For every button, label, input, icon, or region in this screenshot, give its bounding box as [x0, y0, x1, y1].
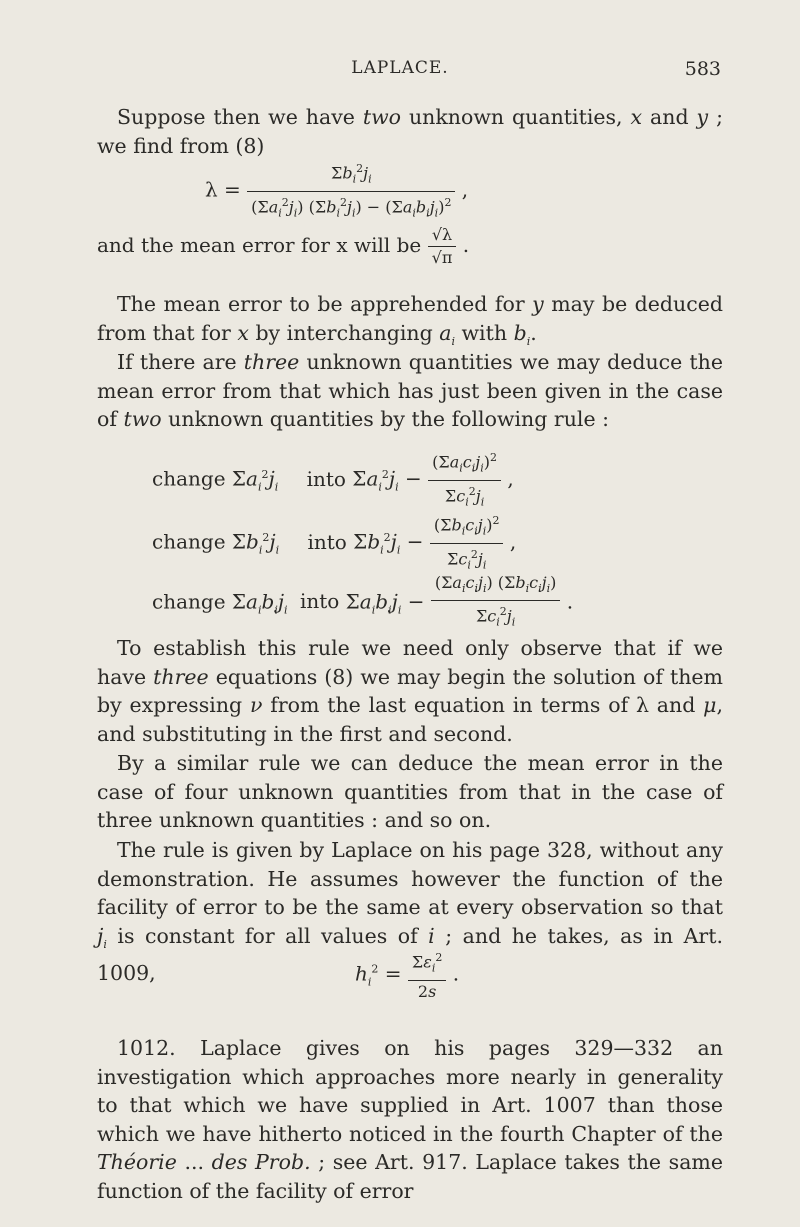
page-number: 583 — [684, 58, 721, 80]
running-title: LAPLACE. — [351, 58, 449, 78]
running-header — [0, 58, 800, 82]
lambda-formula: λ = $\frac{\Sigma b_i^2j_i}{(\Sigma a_i^2j_i) (\Sigma b_i^2j_i) - (\Sigma a_ib_ij_i)^2}$ , — [205, 158, 468, 224]
paragraph-1: Suppose then we have two unknown quantities, x and y ; we find from (8) — [97, 105, 723, 158]
paragraph-6: By a similar rule we can deduce the mean error in the case of four unknown quantities from that in the case of three unknown quantities : and so on. — [97, 751, 723, 832]
paragraph-4: If there are three unknown quantities we may deduce the mean error from that which has just been given in the case of two unknown quantities by the following rule : — [97, 350, 723, 431]
h-squared-formula: $h_i^2$ = $\frac{\Sigma\varepsilon_i^2}{2s}$ . — [355, 947, 459, 1003]
rule-row-2: change $\Sigma b_i^2j_i$ into $\Sigma b_i^2j_i$ − $\frac{(\Sigma b_ic_ij_i)^2}{\Sigma c_i^2j_i}$ , — [152, 510, 516, 576]
mean-error-line: and the mean error for x will be $\frac{√\lambda}{√\pi}$ . — [97, 225, 470, 267]
paragraph-7: The rule is given by Laplace on his page 328, without any demonstration. He assumes however the function of the facility of error to be the same at every observation so that $j_i$ is constant for all values of i ; and he takes, as in Art. 1009, — [97, 838, 723, 986]
paragraph-3: The mean error to be apprehended for y may be deduced from that for x by interchanging $a_i$ with $b_i$. — [97, 292, 723, 348]
rule-row-1: change $\Sigma a_i^2j_i$ into $\Sigma a_i^2j_i$ − $\frac{(\Sigma a_ic_ij_i)^2}{\Sigma c_i^2j_i}$ , — [152, 447, 514, 513]
paragraph-8: 1012. Laplace gives on his pages 329—332 an investigation which approaches more nearly in generality to that which we have supplied in Art. 1007 than those which we have hitherto noticed in the fourth Chapter of the Théorie ... des Prob. ; see Art. 917. Laplace takes the same function of the facility of error — [97, 1036, 723, 1203]
paragraph-5: To establish this rule we need only observe that if we have three equations (8) we may begin the solution of them by expressing ν from the last equation in terms of λ and μ, and substituting in the first and second. — [97, 636, 724, 746]
mean-error-text: and the mean error for x will be — [97, 233, 422, 257]
rule-row-3: change $\Sigma a_ib_ij_i$ into $\Sigma a_ib_ij_i$ − $\frac{(\Sigma a_ic_ij_i) (\Sigma b_ic_ij_i)}{\Sigma c_i^2j_i}$ . — [152, 573, 574, 629]
